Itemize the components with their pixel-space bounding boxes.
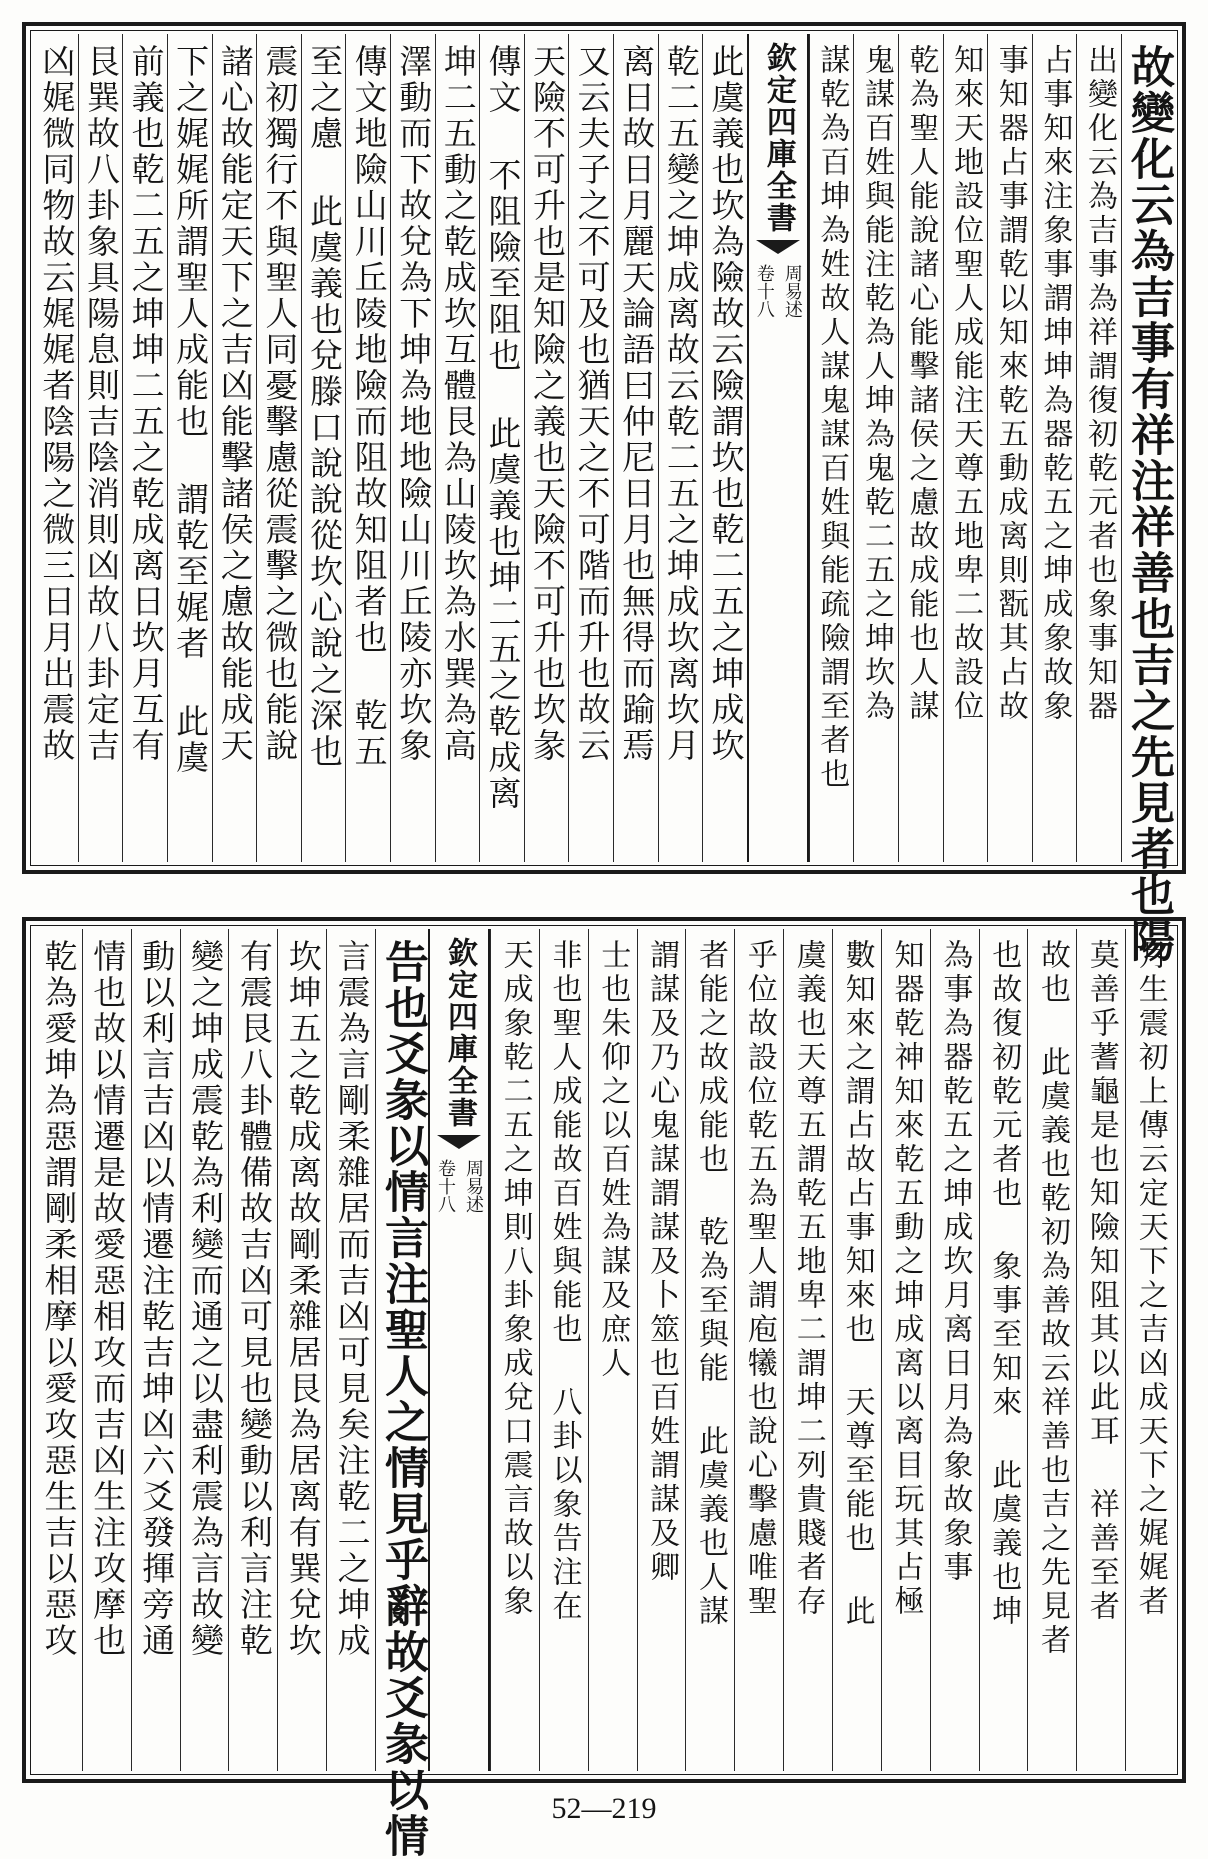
center-fold-header — [747, 34, 809, 862]
book-title: 周易述 — [781, 264, 803, 318]
column-text: 莫善乎蓍龜是也知險知阻其以此耳 祥善至者 — [1083, 939, 1119, 1624]
text-column — [345, 34, 390, 862]
text-column — [930, 929, 979, 1771]
column-text: 有震艮八卦體備故吉凶可見也變動以利言注乾 — [234, 939, 274, 1659]
text-column — [167, 34, 212, 862]
text-column — [568, 34, 613, 862]
column-text: 為事為器乾五之坤成坎月离日月為象故象事 — [937, 939, 973, 1585]
text-column — [613, 34, 658, 862]
text-column — [1125, 929, 1174, 1771]
text-column — [637, 929, 686, 1771]
text-column — [82, 929, 131, 1771]
column-text: 乾為愛坤為惡謂剛柔相摩以愛攻惡生吉以惡攻 — [39, 939, 79, 1659]
text-column — [979, 929, 1028, 1771]
text-column — [987, 34, 1032, 862]
column-text: 諸心故能定天下之吉凶能擊諸侯之慮故能成天 — [215, 44, 255, 764]
column-text: 知器乾神知來乾五動之坤成离以离目玩其占極 — [888, 939, 924, 1619]
column-text: 至之慮 此虞義也兌滕口說說從坎心說之深也 — [305, 44, 344, 770]
column-text: 言震為言剛柔雜居而吉凶可見矣注乾二之坤成 — [332, 939, 372, 1659]
column-text: 凶娓微同物故云娓娓者陰陽之微三日月出震故 — [37, 44, 77, 764]
text-column — [131, 929, 180, 1771]
volume-number: 卷十八 — [434, 1159, 456, 1213]
text-column — [658, 34, 703, 862]
column-text: 者能之故成能也 乾為至與能 此虞義也人謀 — [693, 939, 729, 1629]
column-text: 此虞義也坎為險故云險謂坎也乾二五之坤成坎 — [706, 44, 746, 764]
text-column — [853, 34, 898, 862]
column-text: 知來天地設位聖人成能注天尊五地卑二故設位 — [948, 44, 984, 724]
text-column — [702, 34, 747, 862]
column-text: 离日故日月麗天論語曰仲尼日月也無得而踰焉 — [617, 44, 657, 764]
text-column — [1032, 34, 1077, 862]
column-text: 謂謀及乃心鬼謀謂謀及卜筮也百姓謂謀及卿 — [644, 939, 680, 1585]
column-text: 情也故以情遷是故愛惡相攻而吉凶生注攻摩也 — [88, 939, 128, 1659]
text-column — [78, 34, 123, 862]
column-text: 坤二五動之乾成坎互體艮為山陵坎為水巽為高 — [438, 44, 478, 764]
text-column — [734, 929, 783, 1771]
column-text: 乎位故設位乾五為聖人謂庖犧也說心擊慮唯聖 — [741, 939, 777, 1619]
volume-number: 卷十八 — [753, 264, 775, 318]
fish-tail-mark — [437, 1135, 481, 1149]
text-column — [832, 929, 881, 1771]
column-text: 傳文地險山川丘陵地險而阻故知阻者也 乾五 — [349, 44, 389, 770]
column-text: 乾二五變之坤成离故云乾二五之坤成坎离坎月 — [661, 44, 701, 764]
text-column — [390, 34, 435, 862]
column-text: 震初獨行不與聖人同憂擊慮從震擊之微也能說 — [260, 44, 300, 764]
text-column — [898, 34, 943, 862]
text-column — [435, 34, 480, 862]
column-text: 變之坤成震乾為利變而通之以盡利震為言故變 — [186, 939, 226, 1659]
text-column — [212, 34, 257, 862]
upper-half-page — [22, 22, 1186, 964]
center-fold-header — [428, 929, 490, 1771]
column-text: 虞義也天尊五謂乾五地卑二謂坤二列貴賤者存 — [790, 939, 826, 1619]
column-text: 天成象乾二五之坤則八卦象成兌口震言故以象 — [497, 939, 533, 1619]
column-text: 艮巽故八卦象具陽息則吉陰消則凶故八卦定吉 — [81, 44, 121, 764]
collection-title: 欽定四庫全書 — [441, 937, 477, 1129]
text-column — [326, 929, 375, 1771]
upper-text-columns — [34, 34, 1174, 964]
column-text: 乾為聖人能說諸心能擊諸侯之慮故成能也人謀 — [903, 44, 939, 724]
column-text: 澤動而下故兌為下坤為地地險山川丘陵亦坎象 — [394, 44, 434, 764]
column-text: 又云夫子之不可及也猶天之不可階而升也故云 — [572, 44, 612, 764]
text-column — [783, 929, 832, 1771]
column-text: 士也朱仰之以百姓為謀及庶人 — [595, 939, 631, 1381]
column-text: 告也爻彖以情言注聖人之情見乎辭故爻彖以情 — [376, 939, 428, 1859]
column-text: 故變化云為吉事有祥注祥善也吉之先見者也陽 — [1123, 44, 1174, 964]
column-text: 月生震初上傳云定天下之吉凶成天下之娓娓者 — [1132, 939, 1168, 1619]
column-text: 謀乾為百坤為姓故人謀鬼謀百姓與能疏險謂至者也 — [814, 44, 850, 792]
column-text: 也故復初乾元者也 象事至知來 此虞義也坤 — [986, 939, 1022, 1629]
column-text: 非也聖人成能故百姓與能也 八卦以象告注在 — [546, 939, 582, 1624]
text-column — [685, 929, 734, 1771]
collection-title: 欽定四庫全書 — [760, 42, 796, 234]
text-column — [180, 929, 229, 1771]
volume-info — [751, 264, 805, 318]
fish-tail-mark — [756, 240, 800, 254]
column-text: 鬼謀百姓與能注乾為人坤為鬼乾二五之坤坎為 — [858, 44, 894, 724]
text-column — [490, 929, 539, 1771]
column-text: 占事知來注象事謂坤坤為器乾五之坤成象故象 — [1037, 44, 1073, 724]
text-column — [1027, 929, 1076, 1771]
text-column — [479, 34, 524, 862]
volume-info — [432, 1159, 486, 1213]
text-column — [1076, 34, 1121, 862]
book-title: 周易述 — [462, 1159, 484, 1213]
column-text: 下之娓娓所謂聖人成能也 謂乾至娓者 此虞 — [171, 44, 211, 776]
text-column — [122, 34, 167, 862]
text-column — [228, 929, 277, 1771]
column-text: 出變化云為吉事為祥謂復初乾元者也象事知器 — [1081, 44, 1117, 724]
text-column — [943, 34, 988, 862]
column-text: 數知來之謂占故占事知來也 天尊至能也 此 — [839, 939, 875, 1629]
text-column — [256, 34, 301, 862]
column-text: 天險不可升也是知險之義也天險不可升也坎彖 — [528, 44, 568, 764]
text-column — [277, 929, 326, 1771]
column-text: 事知器占事謂乾以知來乾五動成离則翫其占故 — [992, 44, 1028, 724]
text-column — [301, 34, 346, 862]
text-column — [1121, 34, 1174, 964]
text-column — [34, 34, 78, 862]
text-column — [524, 34, 569, 862]
column-text: 動以利言吉凶以情遷注乾吉坤凶六爻發揮旁通 — [137, 939, 177, 1659]
column-text: 故也 此虞義也乾初為善故云祥善也吉之先見者 — [1035, 939, 1071, 1658]
text-column — [34, 929, 82, 1771]
page-number: 52—219 — [551, 1792, 657, 1825]
text-column — [539, 929, 588, 1771]
column-text: 前義也乾二五之坤坤二五之乾成离日坎月互有 — [126, 44, 166, 764]
column-text: 傳文 不阻險至阻也 此虞義也坤二五之乾成离 — [483, 44, 523, 812]
column-text: 坎坤五之乾成离故剛柔雜居艮為居离有巽兌坎 — [283, 939, 323, 1659]
text-column — [1076, 929, 1125, 1771]
text-column — [588, 929, 637, 1771]
text-column — [809, 34, 854, 862]
text-column — [881, 929, 930, 1771]
text-column — [375, 929, 428, 1859]
